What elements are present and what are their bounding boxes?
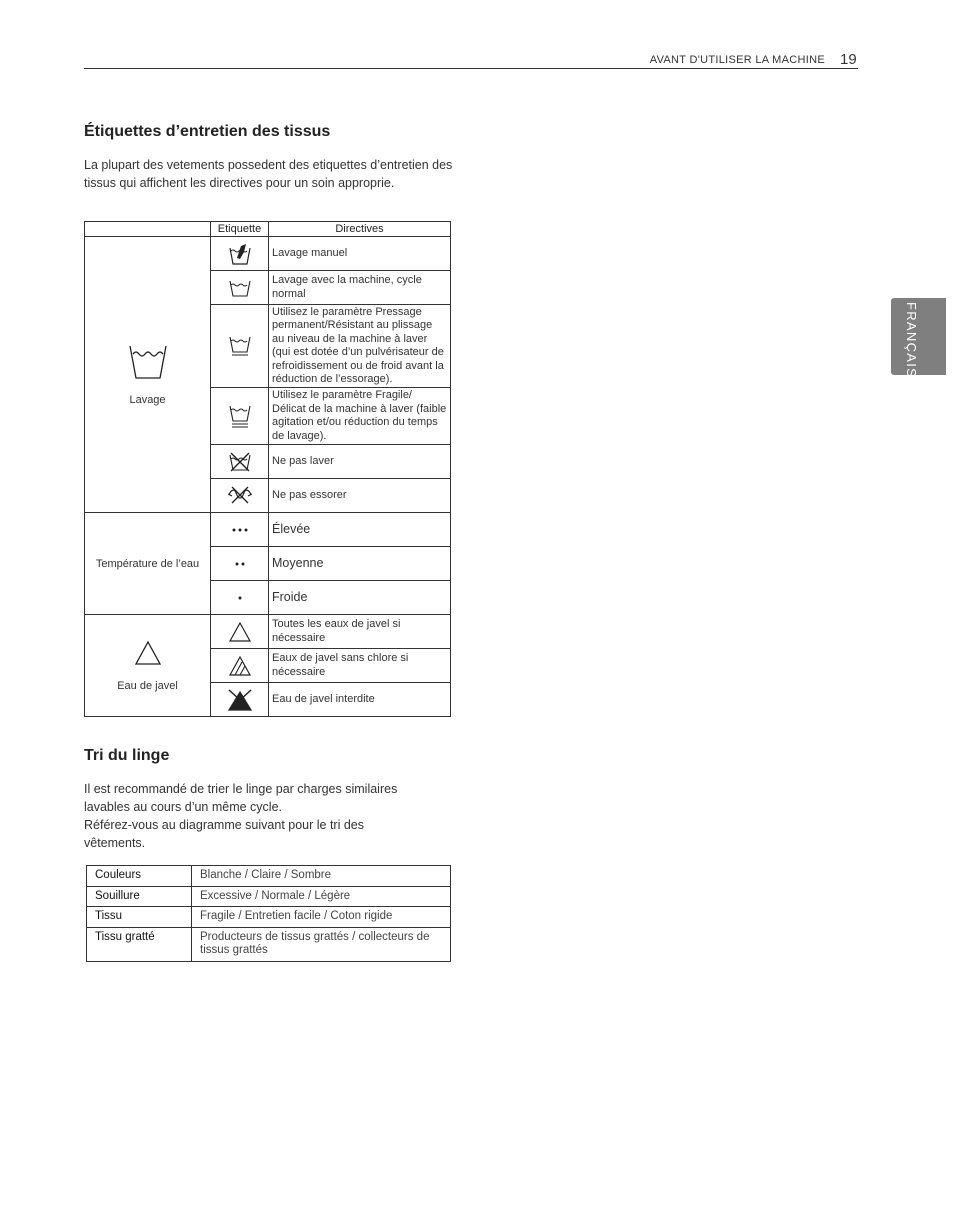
permanent-press-icon bbox=[211, 305, 269, 388]
non-chlorine-bleach-icon bbox=[211, 649, 269, 683]
hand-wash-icon bbox=[211, 237, 269, 271]
sorting-value: Excessive / Normale / Légère bbox=[192, 886, 451, 907]
do-not-bleach-icon bbox=[211, 683, 269, 717]
sorting-key: Tissu bbox=[87, 907, 192, 928]
care-labels-intro: La plupart des vetements possedent des etiquettes d’entretien des tissus qui affichent les directives pour un soin approprie. bbox=[84, 158, 453, 190]
bleach-any-icon bbox=[211, 615, 269, 649]
sorting-paragraph-2: Référez-vous au diagramme suivant pour le tri des vêtements. bbox=[84, 818, 364, 850]
sorting-key: Tissu gratté bbox=[87, 927, 192, 961]
sorting-paragraph-1: Il est recommandé de trier le linge par charges similaires lavables au cours d’un même cycle. bbox=[84, 782, 398, 814]
sorting-value: Blanche / Claire / Sombre bbox=[192, 866, 451, 887]
category-bleach-label: Eau de javel bbox=[117, 679, 178, 692]
directive-text: Utilisez le paramètre Pressage permanent/Résistant au plissage au niveau de la machine à laver (qui est dotée d’un pulvérisateur de refroidissement ou de froid avant la réduction de l’essorage). bbox=[269, 305, 451, 388]
category-temperature bbox=[85, 513, 211, 615]
directive-text: Utilisez le paramètre Fragile/ Délicat de la machine à laver (faible agitation et/ou réduction du temps de lavage). bbox=[269, 388, 451, 445]
care-table-header-label: Etiquette bbox=[211, 222, 269, 237]
care-row bbox=[85, 513, 451, 547]
one-dot-icon bbox=[211, 581, 269, 615]
do-not-wash-icon bbox=[211, 445, 269, 479]
directive-text: Ne pas essorer bbox=[269, 479, 451, 513]
sorting-key: Couleurs bbox=[87, 866, 192, 887]
sorting-table bbox=[86, 865, 451, 962]
care-table-header-directives: Directives bbox=[269, 222, 451, 237]
header-title: AVANT D'UTILISER LA MACHINE bbox=[649, 54, 825, 66]
directive-text: Toutes les eaux de javel si nécessaire bbox=[269, 615, 451, 649]
header-rule bbox=[84, 68, 858, 69]
sorting-row bbox=[87, 927, 451, 961]
directive-text: Eaux de javel sans chlore si nécessaire bbox=[269, 649, 451, 683]
sorting-key: Souillure bbox=[87, 886, 192, 907]
care-row bbox=[85, 615, 451, 649]
directive-text: Froide bbox=[269, 581, 451, 615]
care-labels-table bbox=[84, 221, 451, 717]
sorting-row bbox=[87, 886, 451, 907]
language-tab bbox=[891, 298, 946, 379]
category-washing bbox=[85, 237, 211, 513]
directive-text: Lavage manuel bbox=[269, 237, 451, 271]
machine-wash-normal-icon bbox=[211, 271, 269, 305]
category-bleach bbox=[85, 615, 211, 717]
category-temperature-label: Température de l’eau bbox=[95, 557, 200, 570]
sorting-row bbox=[87, 866, 451, 887]
directive-text: Ne pas laver bbox=[269, 445, 451, 479]
sorting-value: Producteurs de tissus grattés / collecteurs de tissus grattés bbox=[192, 927, 451, 961]
two-dots-icon bbox=[211, 547, 269, 581]
directive-text: Eau de javel interdite bbox=[269, 683, 451, 717]
care-table-header-empty bbox=[85, 222, 211, 237]
delicate-wash-icon bbox=[211, 388, 269, 445]
washtub-icon bbox=[128, 344, 168, 380]
directive-text: Élevée bbox=[269, 513, 451, 547]
care-table-header-row bbox=[85, 222, 451, 237]
three-dots-icon bbox=[211, 513, 269, 547]
triangle-icon bbox=[134, 640, 162, 666]
page-number: 19 bbox=[840, 51, 857, 68]
do-not-wring-icon bbox=[211, 479, 269, 513]
directive-text: Lavage avec la machine, cycle normal bbox=[269, 271, 451, 305]
section-title-care-labels: Étiquettes d’entretien des tissus bbox=[84, 123, 331, 140]
sorting-value: Fragile / Entretien facile / Coton rigide bbox=[192, 907, 451, 928]
care-row bbox=[85, 237, 451, 271]
language-tab-label: FRANÇAIS bbox=[904, 302, 919, 379]
sorting-row bbox=[87, 907, 451, 928]
directive-text: Moyenne bbox=[269, 547, 451, 581]
category-washing-label: Lavage bbox=[129, 393, 166, 406]
section-title-sorting: Tri du linge bbox=[84, 747, 170, 764]
